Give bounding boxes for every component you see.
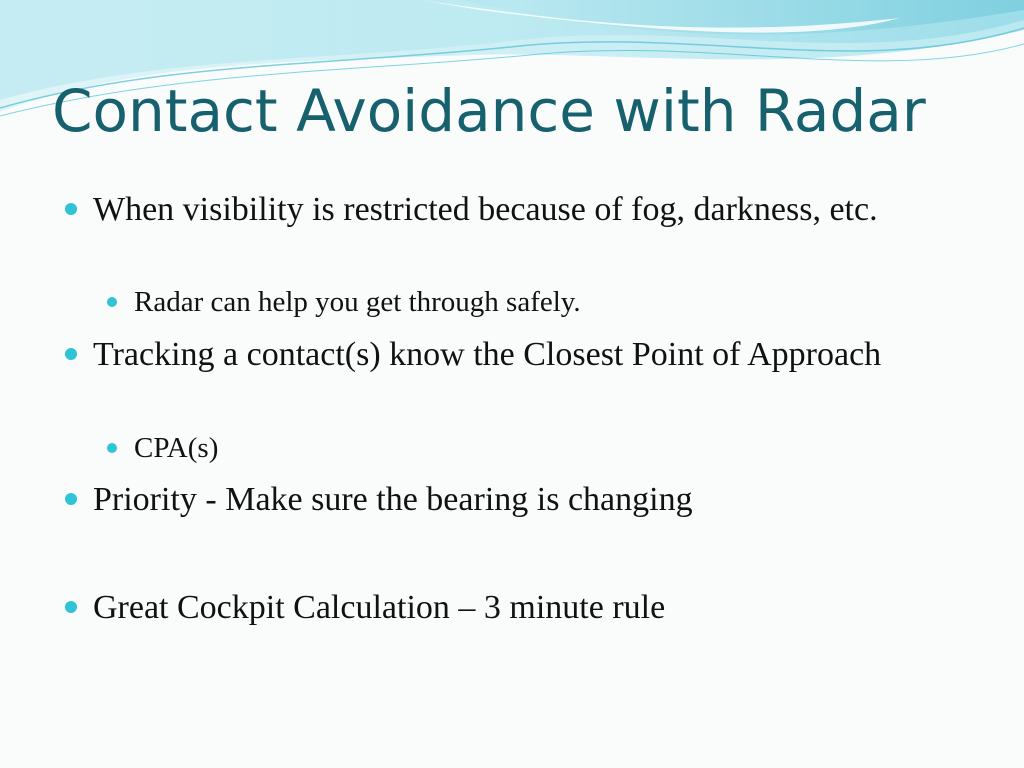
sub-bullet-item (134, 284, 954, 320)
sub-bullet-text: Radar can help you get through safely. (134, 286, 581, 318)
bullet-dot-icon (107, 297, 117, 307)
bullet-text: Great Cockpit Calculation – 3 minute rule (93, 589, 666, 626)
bullet-text: Priority - Make sure the bearing is changing (93, 481, 693, 518)
bullet-dot-icon (65, 203, 77, 215)
bullet-dot-icon (65, 348, 77, 360)
bullet-dot-icon (65, 601, 77, 613)
bullet-item (93, 332, 963, 377)
slide-title: Contact Avoidance with Radar (52, 77, 926, 145)
sub-bullet-text: CPA(s) (134, 432, 219, 464)
bullet-item (93, 187, 963, 232)
bullet-dot-icon (65, 493, 77, 505)
bullet-item (93, 585, 963, 630)
bullet-text: Tracking a contact(s) know the Closest Point of Approach (93, 336, 882, 373)
sub-bullet-item (134, 430, 954, 466)
bullet-dot-icon (107, 443, 117, 453)
bullet-item (93, 477, 963, 522)
bullet-text: When visibility is restricted because of fog, darkness, etc. (93, 191, 878, 228)
